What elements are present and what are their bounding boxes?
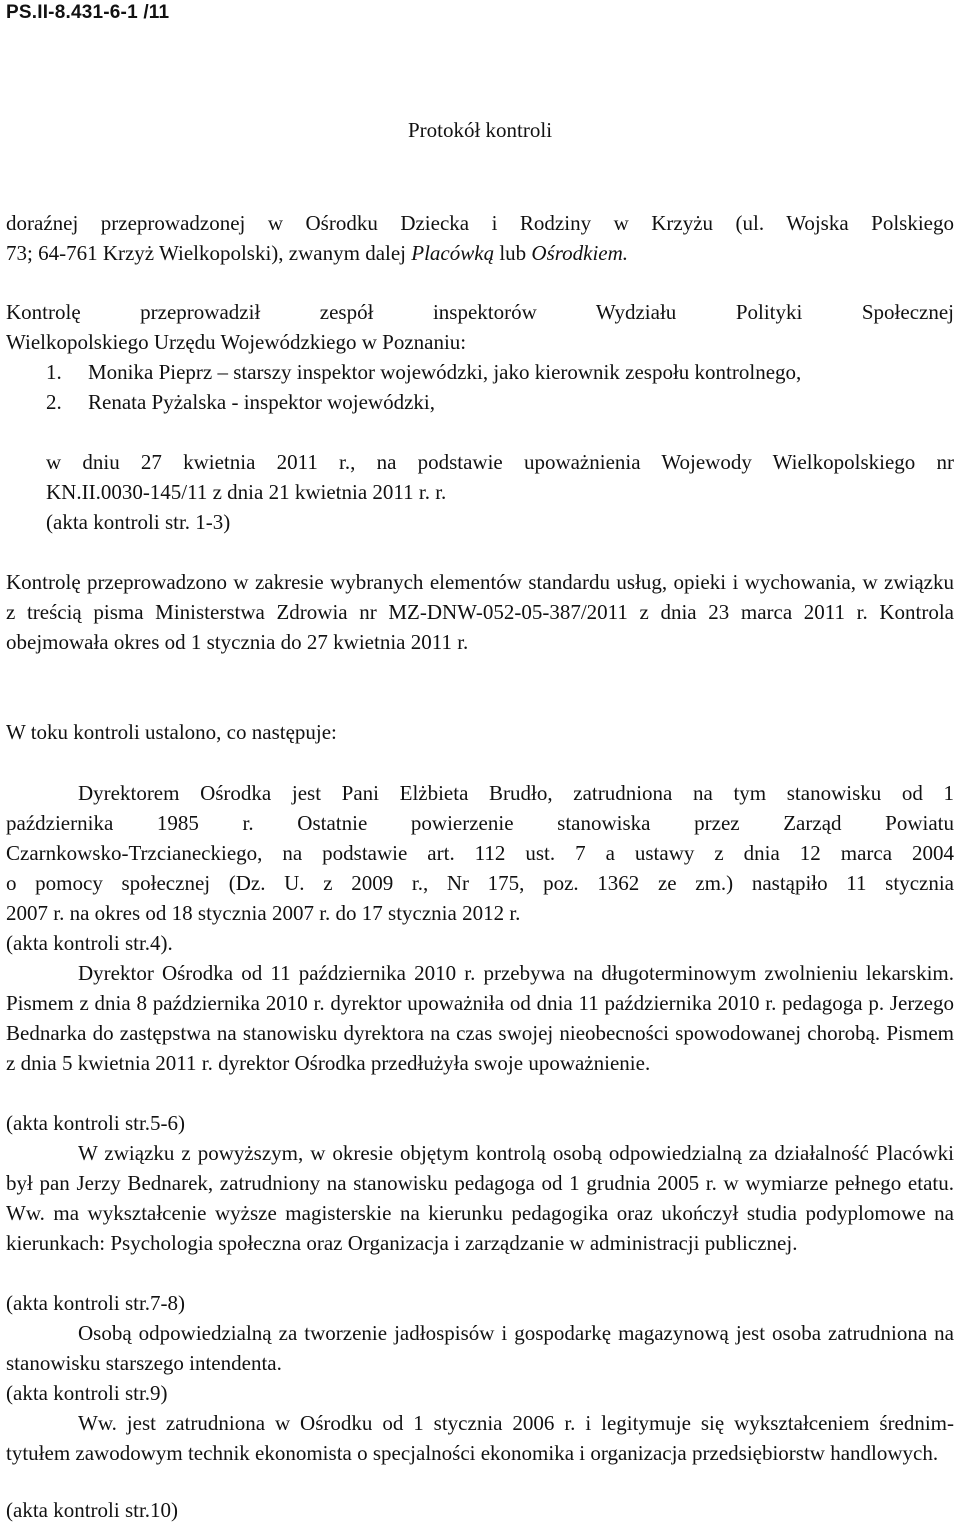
- findings-intro: W toku kontroli ustalono, co następuje:: [6, 720, 337, 744]
- inspector-item: [46, 357, 954, 387]
- page-title: Protokół kontroli: [407, 118, 553, 142]
- inspector-text: Monika Pieprz – starszy inspektor wojewódzki, jako kierownik zespołu kontrolnego,: [88, 360, 802, 384]
- director-line-1: Dyrektorem Ośrodka jest Pani Elżbieta Brudło, zatrudniona na tym stanowisku od 1: [78, 781, 954, 805]
- authorization-line-1: w dniu 27 kwietnia 2011 r., na podstawie upoważnienia Wojewody Wielkopolskiego nr: [46, 450, 954, 474]
- authorization-line-2: KN.II.0030-145/11 z dnia 21 kwietnia 2011 r. r.: [46, 480, 447, 504]
- inspector-number: 1.: [46, 360, 62, 384]
- scope-paragraph: Kontrolę przeprowadzono w zakresie wybranych elementów standardu usług, opieki i wychowania, w związku z treścią pisma Ministerstwa Zdrowia nr MZ-DNW-052-05-387/2011 z dnia 23 marca 2011 r. Kontrola obejmowała okres od 1 stycznia do 27 kwietnia 2011 r.: [6, 570, 954, 654]
- team-line-2: Wielkopolskiego Urzędu Wojewódzkiego w Poznaniu:: [6, 330, 467, 354]
- intro-text-a: 73; 64-761 Krzyż Wielkopolski), zwanym dalej: [6, 241, 412, 265]
- intendent-paragraph: Ww. jest zatrudniona w Ośrodku od 1 stycznia 2006 r. i legitymuje się wykształceniem średnim- tytułem zawodowym technik ekonomista o specjalności ekonomika i organizacja przedsiębiorstw handlowych.: [6, 1411, 954, 1465]
- reference-note: (akta kontroli str.5-6): [6, 1111, 186, 1135]
- reference-note: (akta kontroli str.7-8): [6, 1291, 186, 1315]
- authorization-paragraph: [46, 447, 954, 537]
- intro-osrodek: Ośrodkiem.: [531, 241, 629, 265]
- reference-note: (akta kontroli str.9): [6, 1381, 168, 1405]
- intro-text-b: lub: [494, 241, 532, 265]
- inspector-number: 2.: [46, 390, 62, 414]
- director-line-5: 2007 r. na okres od 18 stycznia 2007 r. do 17 stycznia 2012 r.: [6, 901, 521, 925]
- intro-paragraph: [6, 208, 954, 268]
- document-id: PS.II-8.431-6-1 /11: [6, 2, 170, 23]
- intro-placowka: Placówką: [411, 241, 495, 265]
- director-paragraph: [6, 778, 954, 958]
- inspector-list: [46, 357, 954, 417]
- intro-line-1: doraźnej przeprowadzonej w Ośrodku Dziecka i Rodziny w Krzyżu (ul. Wojska Polskiego: [6, 211, 954, 235]
- deputy-paragraph: W związku z powyższym, w okresie objętym kontrolą osobą odpowiedzialną za działalność Placówki był pan Jerzy Bednarek, zatrudniony na stanowisku pedagoga od 1 grudnia 2005 r. w wymiarze pełnego etatu. Ww. ma wykształcenie wyższe magisterskie na kierunku pedagogika oraz ukończył studia podyplomowe na kierunkach: Psychologia społeczna oraz Organizacja i zarządzanie w administracji publicznej.: [6, 1141, 954, 1255]
- intro-line-2: [6, 238, 954, 268]
- team-line-1: Kontrolę przeprowadził zespół inspektorów Wydziału Polityki Społecznej: [6, 300, 954, 324]
- director-line-2: października 1985 r. Ostatnie powierzenie stanowiska przez Zarząd Powiatu: [6, 811, 954, 835]
- inspector-text: Renata Pyżalska - inspektor wojewódzki,: [88, 390, 435, 414]
- director-line-3: Czarnkowsko-Trzcianeckiego, na podstawie art. 112 ust. 7 a ustawy z dnia 12 marca 2004: [6, 841, 954, 865]
- reference-note: (akta kontroli str.4).: [6, 931, 173, 955]
- leave-paragraph: Dyrektor Ośrodka od 11 października 2010 r. przebywa na długoterminowym zwolnieniu lekarskim. Pismem z dnia 8 października 2010 r. dyrektor upoważniła od dnia 11 października 2010 r. pedagoga p. Jerzego Bednarka do zastępstwa na stanowisku dyrektora na czas swojej nieobecności spowodowanej chorobą. Pismem z dnia 5 kwietnia 2011 r. dyrektor Ośrodka przedłużyła swoje upoważnienie.: [6, 961, 954, 1075]
- team-paragraph: [6, 297, 954, 357]
- inspector-item: [46, 387, 954, 417]
- director-line-4: o pomocy społecznej (Dz. U. z 2009 r., Nr 175, poz. 1362 ze zm.) nastąpiło 11 stycznia: [6, 871, 954, 895]
- reference-note: (akta kontroli str. 1-3): [46, 510, 231, 534]
- menu-paragraph: Osobą odpowiedzialną za tworzenie jadłospisów i gospodarkę magazynową jest osoba zatrudniona na stanowisku starszego intendenta.: [6, 1321, 954, 1375]
- reference-note: (akta kontroli str.10): [6, 1498, 179, 1522]
